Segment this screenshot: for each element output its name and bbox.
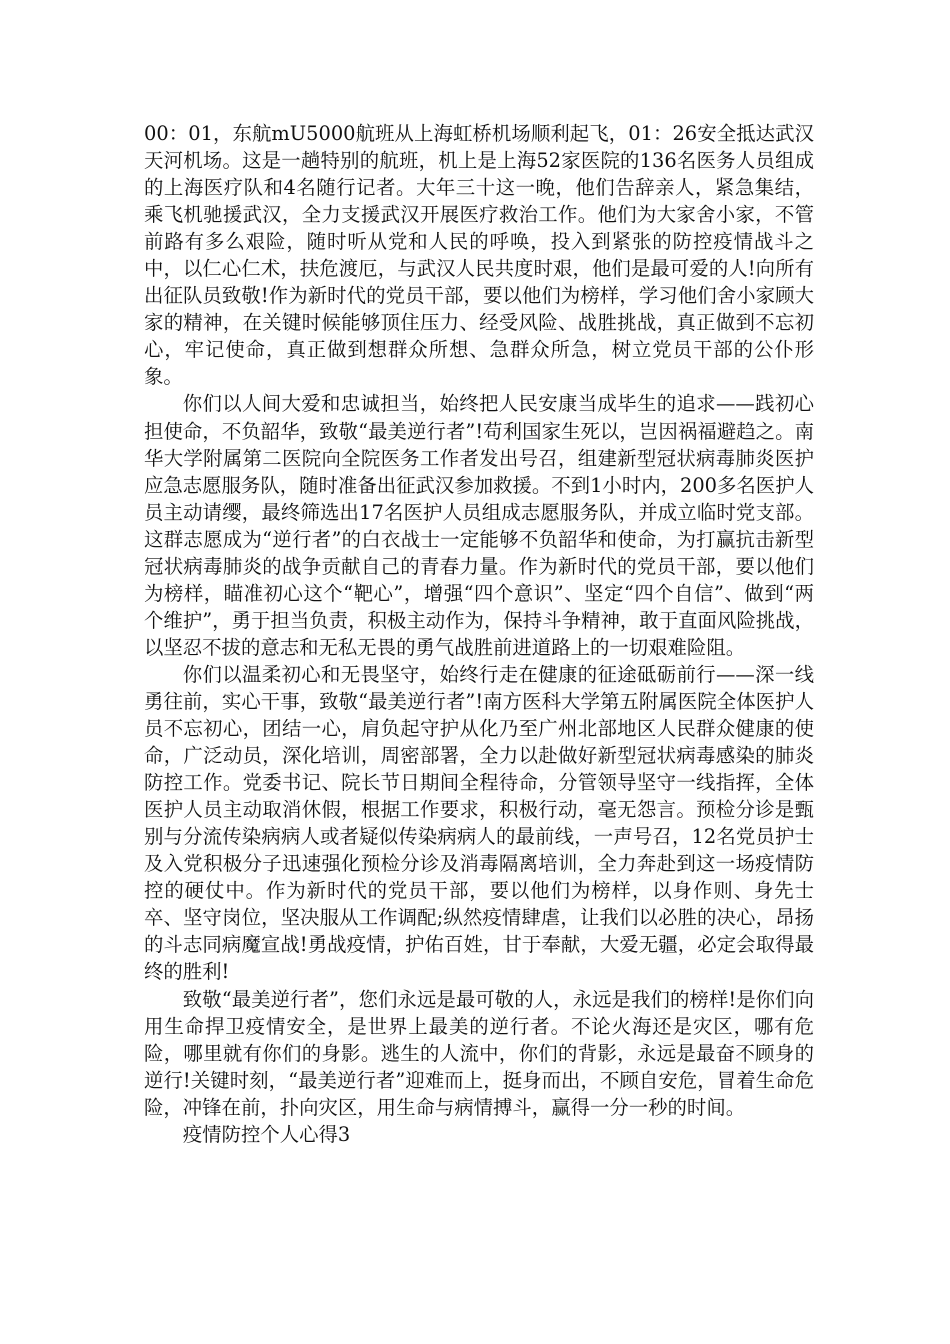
paragraph-4: 致敬“最美逆行者”，您们永远是最可敬的人，永远是我们的榜样!是你们向用生命捍卫疫情安全，是世界上最美的逆行者。不论火海还是灾区，哪有危险，哪里就有你们的身影。逃生的人流中，你们的背影，永远是最奋不顾身的逆行!关键时刻，“最美逆行者”迎难而上，挺身而出，不顾自安危，冒着生命危险，冲锋在前，扑向灾区，用生命与病情搏斗，赢得一分一秒的时间。 — [144, 987, 814, 1119]
paragraph-2: 你们以人间大爱和忠诚担当，始终把人民安康当成毕生的追求——践初心担使命，不负韶华，致敬“最美逆行者”!苟利国家生死以，岂因祸福避趋之。南华大学附属第二医院向全院医务工作者发出号召，组建新型冠状病毒肺炎医护应急志愿服务队，随时准备出征武汉参加救援。不到1小时内，200多名医护人员主动请缨，最终筛选出17名医护人员组成志愿服务队，并成立临时党支部。这群志愿成为“逆行者”的白衣战士一定能够不负韶华和使命，为打赢抗击新型冠状病毒肺炎的战争贡献自己的青春力量。作为新时代的党员干部，要以他们为榜样，瞄准初心这个“靶心”，增强“四个意识”、坚定“四个自信”、做到“两个维护”，勇于担当负责，积极主动作为，保持斗争精神，敢于直面风险挑战，以坚忍不拔的意志和无私无畏的勇气战胜前进道路上的一切艰难险阻。 — [144, 392, 814, 659]
section-heading: 疫情防控个人心得3 — [182, 1122, 351, 1146]
paragraph-1: 00：01，东航mU5000航班从上海虹桥机场顺利起飞，01：26安全抵达武汉天河机场。这是一趟特别的航班，机上是上海52家医院的136名医务人员组成的上海医疗队和4名随行记者。大年三十这一晚，他们告辞亲人，紧急集结，乘飞机驰援武汉，全力支援武汉开展医疗救治工作。他们为大家舍小家，不管前路有多么艰险，随时听从党和人民的呼唤，投入到紧张的防控疫情战斗之中，以仁心仁术，扶危渡厄，与武汉人民共度时艰，他们是最可爱的人!向所有出征队员致敬!作为新时代的党员干部，要以他们为榜样，学习他们舍小家顾大家的精神，在关键时候能够顶住压力、经受风险、战胜挑战，真正做到不忘初心，牢记使命，真正做到想群众所想、急群众所急，树立党员干部的公仆形象。 — [144, 122, 814, 389]
paragraph-3: 你们以温柔初心和无畏坚守，始终行走在健康的征途砥砺前行——深一线勇往前，实心干事，致敬“最美逆行者”!南方医科大学第五附属医院全体医护人员不忘初心，团结一心，肩负起守护从化乃至广州北部地区人民群众健康的使命，广泛动员，深化培训，周密部署，全力以赴做好新型冠状病毒感染的肺炎防控工作。党委书记、院长节日期间全程待命，分管领导坚守一线指挥，全体医护人员主动取消休假，根据工作要求，积极行动，毫无怨言。预检分诊是甄别与分流传染病病人或者疑似传染病病人的最前线，一声号召，12名党员护士及入党积极分子迅速强化预检分诊及消毒隔离培训，全力奔赴到这一场疫情防控的硬仗中。作为新时代的党员干部，要以他们为榜样，以身作则、身先士卒、坚守岗位，坚决服从工作调配;纵然疫情肆虐，让我们以必胜的决心，昂扬的斗志同病魔宣战!勇战疫情，护佑百姓，甘于奉献，大爱无疆，必定会取得最终的胜利! — [144, 662, 814, 984]
document-body — [144, 120, 814, 1148]
